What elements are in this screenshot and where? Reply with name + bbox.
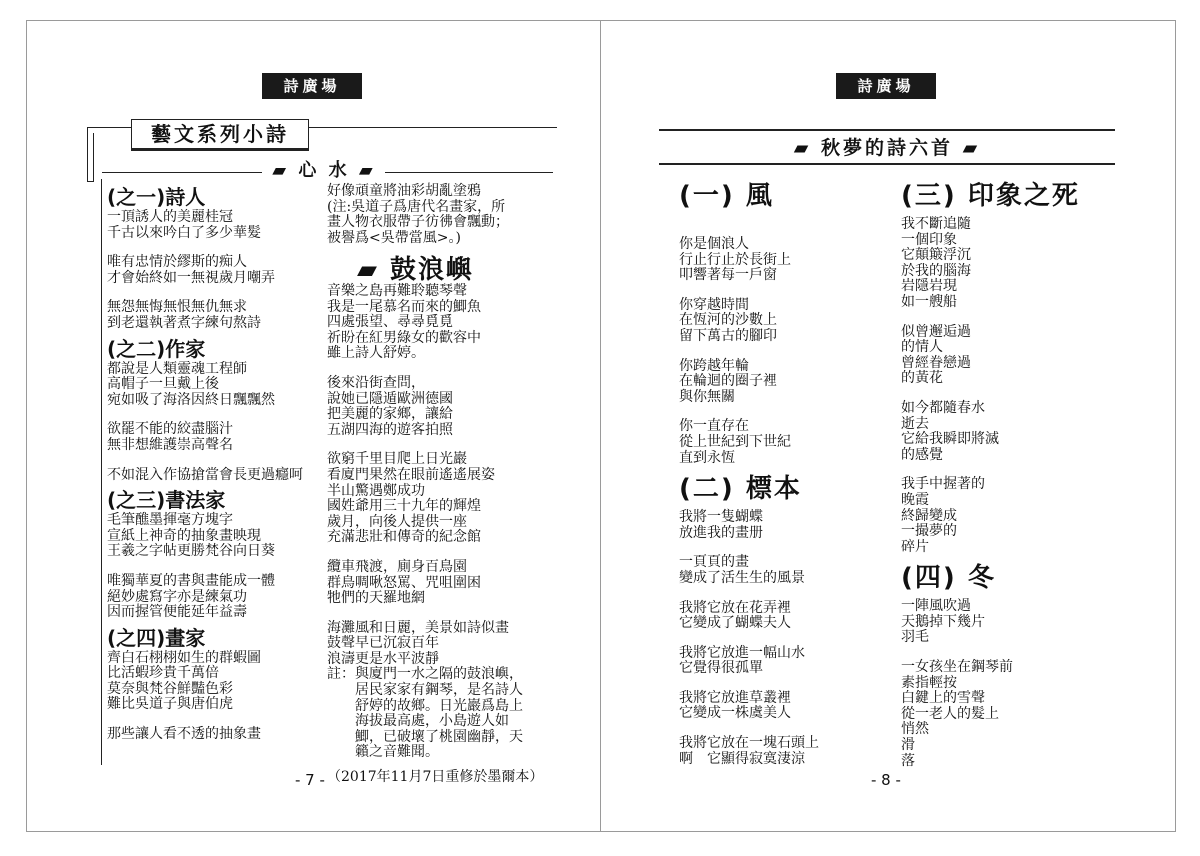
- poem-line: 莫奈與梵谷鮮豔色彩: [107, 680, 233, 697]
- poem-line: 難比吳道子與唐伯虎: [107, 696, 233, 713]
- poem-heading: (四) 冬: [901, 563, 996, 594]
- poem-line: 它變成了蝴蝶夫人: [679, 615, 791, 632]
- right-page: [600, 20, 1176, 832]
- stanza-gap: [107, 713, 327, 727]
- poem-line: 直到永恆: [679, 449, 735, 466]
- poem-line: 一撮夢的: [901, 523, 957, 540]
- poem-line: 國姓爺用三十九年的輝煌: [327, 498, 481, 515]
- poem-line: 你跨越年輪: [679, 357, 749, 374]
- poem-line: 啊 它顯得寂寞淒涼: [679, 750, 805, 767]
- poem-line: 叩響著每一戶窗: [679, 267, 777, 284]
- poem-line: 都說是人類靈魂工程師: [107, 360, 247, 377]
- stanza-gap: [679, 722, 899, 736]
- poem-line: 晚霞: [901, 491, 929, 508]
- poem-line: 看廈門果然在眼前遙遙展姿: [327, 466, 495, 483]
- poem-line: 纜車飛渡，廁身百鳥園: [327, 558, 467, 575]
- poem-line: 毛筆醮墨揮毫方塊字: [107, 512, 233, 529]
- poem-line: 齊白石栩栩如生的群蝦圖: [107, 649, 261, 666]
- poem-heading: (三) 印象之死: [901, 181, 1080, 211]
- poem-line: 似曾邂逅過: [901, 323, 971, 340]
- poem-line: 祈盼在紅男綠女的歡容中: [327, 329, 481, 346]
- poem-title-gulangyu: ▰ 鼓浪嶼: [357, 255, 475, 285]
- poem-line: 它顛簸浮沉: [901, 247, 971, 264]
- poem-column-1: [107, 180, 327, 743]
- poem-line: 素指輕按: [901, 674, 957, 691]
- poem-line: 半山驚遇鄭成功: [327, 482, 425, 499]
- page-number: - 7 -: [295, 771, 325, 789]
- poem-line: 後來沿街查問，: [327, 374, 425, 391]
- stanza-gap: [679, 284, 899, 298]
- poem-line: 欲罷不能的絞盡腦汁: [107, 421, 233, 438]
- poem-line: 牠們的天羅地網: [327, 590, 425, 607]
- left-column-rule: [101, 179, 102, 765]
- poem-line: 千古以來吟白了多少華髮: [107, 224, 261, 241]
- poem-heading: (之二)作家: [107, 336, 206, 361]
- author-name: ▰ 心 水 ▰: [272, 160, 376, 181]
- poem-line: 我將它放在一塊石頭上: [679, 735, 819, 752]
- poem-line: 欲窮千里目爬上日光巖: [327, 451, 467, 468]
- poem-line: 王羲之字帖更勝梵谷向日葵: [107, 543, 275, 560]
- poem-line: 天鵝掉下幾片: [901, 613, 985, 630]
- poem-line: 唯有忠情於繆斯的痴人: [107, 254, 247, 271]
- poem-line: 才會始終如一無視歲月嘲弄: [107, 269, 275, 286]
- stanza-gap: [679, 587, 899, 601]
- series-title-shadow: [131, 149, 309, 151]
- poem-line: 的情人: [901, 339, 943, 356]
- poem-line: 悄然: [901, 721, 929, 738]
- frame-left-inner-line: [93, 133, 94, 181]
- poem-heading: (之三)書法家: [107, 488, 226, 513]
- poem-line: 音樂之島再難聆聽琴聲: [327, 283, 467, 299]
- poem-line: 好像頑童將油彩胡亂塗鴉: [327, 183, 481, 199]
- note-line: 舒婷的故鄉。日光巖爲島上: [355, 697, 523, 714]
- poem-line: 與你無關: [679, 388, 735, 405]
- stanza-gap: [901, 646, 1121, 660]
- poem-line: 唯獨華夏的書與畫能成一體: [107, 572, 275, 589]
- poem-line: 留下萬古的腳印: [679, 327, 777, 344]
- poem-line: 絕妙處寫字亦是練氣功: [107, 588, 247, 605]
- poem-column-2: [327, 284, 572, 761]
- poem-line: 在輪迴的圈子裡: [679, 373, 777, 390]
- stanza-gap: [327, 546, 572, 560]
- poem-line: 變成了活生生的風景: [679, 569, 805, 586]
- poem-line: 五湖四海的遊客拍照: [327, 421, 453, 438]
- frame-left-foot-line: [87, 181, 94, 182]
- poem-line: 我是一尾慕名而來的鯽魚: [327, 298, 481, 315]
- poem-column-2-top: [327, 184, 567, 246]
- poem-line: 宣紙上神奇的抽象畫映現: [107, 527, 261, 544]
- poem-line: 到老還執著煮字練句熬詩: [107, 314, 261, 331]
- poem-line: 四處張望、尋尋覓覓: [327, 314, 453, 331]
- poem-column-2: [901, 173, 1121, 769]
- poem-line: 從一老人的髮上: [901, 705, 999, 722]
- poem-line: 一頂誘人的美麗桂冠: [107, 209, 233, 225]
- poem-line: (注:吳道子爲唐代名畫家，所: [327, 198, 506, 215]
- poem-line: 畫人物衣服帶子彷彿會飄動；: [327, 214, 509, 231]
- poem-line: 白鍵上的雪聲: [901, 690, 985, 707]
- poem-line: 它變成一株虞美人: [679, 705, 791, 722]
- poem-line: 一個印象: [901, 231, 957, 248]
- note-line: 籟之音難聞。: [355, 744, 439, 761]
- poem-column-1: [679, 173, 899, 767]
- page-number: - 8 -: [871, 771, 901, 789]
- poem-line: 的感覺: [901, 446, 943, 463]
- title-top-rule: [659, 129, 1115, 131]
- poem-line: 宛如吸了海洛因終日飄飄然: [107, 391, 275, 408]
- poem-line: 你是個浪人: [679, 236, 749, 252]
- poem-line: 註：與廈門一水之隔的鼓浪嶼，: [327, 666, 523, 683]
- poem-line: 它覺得很孤單: [679, 660, 763, 677]
- footer-note: （2017年11月7日重修於墨爾本）: [327, 769, 544, 785]
- series-title: 藝文系列小詩: [151, 122, 289, 146]
- stanza-gap: [107, 560, 327, 574]
- stanza-gap: [679, 677, 899, 691]
- poem-line: 我手中握著的: [901, 476, 985, 493]
- poem-line: 在恆河的沙數上: [679, 312, 777, 329]
- poem-line: 把美麗的家鄉，讓給: [327, 406, 453, 423]
- poem-line: 的黃花: [901, 370, 943, 387]
- note-line: 海拔最高處，小島遊人如: [355, 713, 509, 730]
- poem-line: 群鳥啁啾怒罵、咒咀圍困: [327, 574, 481, 591]
- poem-line: 歲月，向後人提供一座: [327, 513, 467, 530]
- poem-line: 行止行止於長街上: [679, 251, 791, 268]
- frame-left-outer-line: [87, 127, 88, 181]
- section-badge: 詩廣場: [836, 73, 936, 99]
- poem-line: 如今都隨春水: [901, 399, 985, 416]
- stanza-gap: [679, 632, 899, 646]
- stanza-gap: [679, 405, 899, 419]
- section-badge: 詩廣場: [262, 73, 362, 99]
- poem-line: 那些讓人看不透的抽象畫: [107, 726, 261, 743]
- poem-line: 鼓聲早已沉寂百年: [327, 635, 439, 652]
- poem-heading: (之一)詩人: [107, 185, 206, 209]
- poem-line: 從上世紀到下世紀: [679, 433, 791, 450]
- stanza-gap: [679, 217, 899, 237]
- poem-line: 充滿悲壯和傳奇的紀念館: [327, 529, 481, 546]
- poem-line: 我將一隻蝴蝶: [679, 509, 763, 526]
- poem-line: 因而握管便能延年益壽: [107, 604, 247, 621]
- poem-line: 如一艘船: [901, 293, 957, 310]
- poem-line: 碎片: [901, 538, 929, 555]
- poem-line: 浪濤更是水平波靜: [327, 650, 439, 667]
- note-line: 鯽，已破壞了桃園幽靜，天: [355, 728, 523, 745]
- poem-line: 一陣風吹過: [901, 598, 971, 615]
- poem-line: 逝去: [901, 415, 929, 432]
- poem-line: 高帽子一旦戴上後: [107, 376, 219, 393]
- note-line: 居民家家有鋼琴，是名詩人: [355, 682, 523, 699]
- poem-heading: (一) 風: [679, 181, 774, 211]
- poem-line: 終歸變成: [901, 507, 957, 524]
- poem-line: 滑: [901, 737, 915, 754]
- poem-line: 我將它放在花弄裡: [679, 599, 791, 616]
- poem-line: 海灘風和日麗，美景如詩似畫: [327, 619, 509, 636]
- poem-set-title: ▰ 秋夢的詩六首 ▰: [793, 137, 981, 159]
- poem-heading: (之四)畫家: [107, 625, 206, 650]
- poem-line: 一女孩坐在鋼琴前: [901, 659, 1013, 676]
- poem-line: 被譽爲<吳帶當風>。): [327, 229, 461, 246]
- poem-line: 無非想維護崇高聲名: [107, 436, 233, 453]
- stanza-gap: [327, 362, 572, 376]
- poem-line: 你一直存在: [679, 418, 749, 435]
- title-bottom-rule: [659, 163, 1115, 165]
- poem-heading: (二) 標本: [679, 474, 802, 505]
- poem-line: 落: [901, 752, 915, 769]
- poem-line: 岩隱岩現: [901, 278, 957, 295]
- poem-line: 你穿越時間: [679, 296, 749, 313]
- poem-line: 我將它放進一幅山水: [679, 644, 805, 661]
- stanza-gap: [679, 345, 899, 359]
- stanza-gap: [107, 454, 327, 468]
- poem-line: 不如混入作協搶當會長更過癮呵: [107, 466, 303, 483]
- stanza-gap: [901, 387, 1121, 401]
- stanza-gap: [327, 607, 572, 621]
- poem-line: 比活蝦珍貴千萬倍: [107, 665, 219, 682]
- poem-line: 曾經眷戀過: [901, 354, 971, 371]
- poem-line: 說她已隱遁歐洲德國: [327, 390, 453, 407]
- poem-line: 於我的腦海: [901, 262, 971, 279]
- stanza-gap: [901, 311, 1121, 325]
- poem-line: 它給我瞬即將滅: [901, 431, 999, 448]
- poem-line: 一頁頁的畫: [679, 554, 749, 571]
- poem-line: 我不斷追隨: [901, 216, 971, 232]
- author-rule-right: [385, 172, 553, 173]
- left-page: [26, 20, 600, 832]
- author-rule-left: [102, 172, 262, 173]
- poem-line: 我將它放進草叢裡: [679, 689, 791, 706]
- series-title-box: [131, 119, 309, 149]
- poem-line: 羽毛: [901, 629, 929, 646]
- poem-line: 無怨無悔無恨無仇無求: [107, 299, 247, 316]
- poem-line: 雖上詩人舒婷。: [327, 345, 425, 362]
- poem-line: 放進我的畫册: [679, 524, 763, 541]
